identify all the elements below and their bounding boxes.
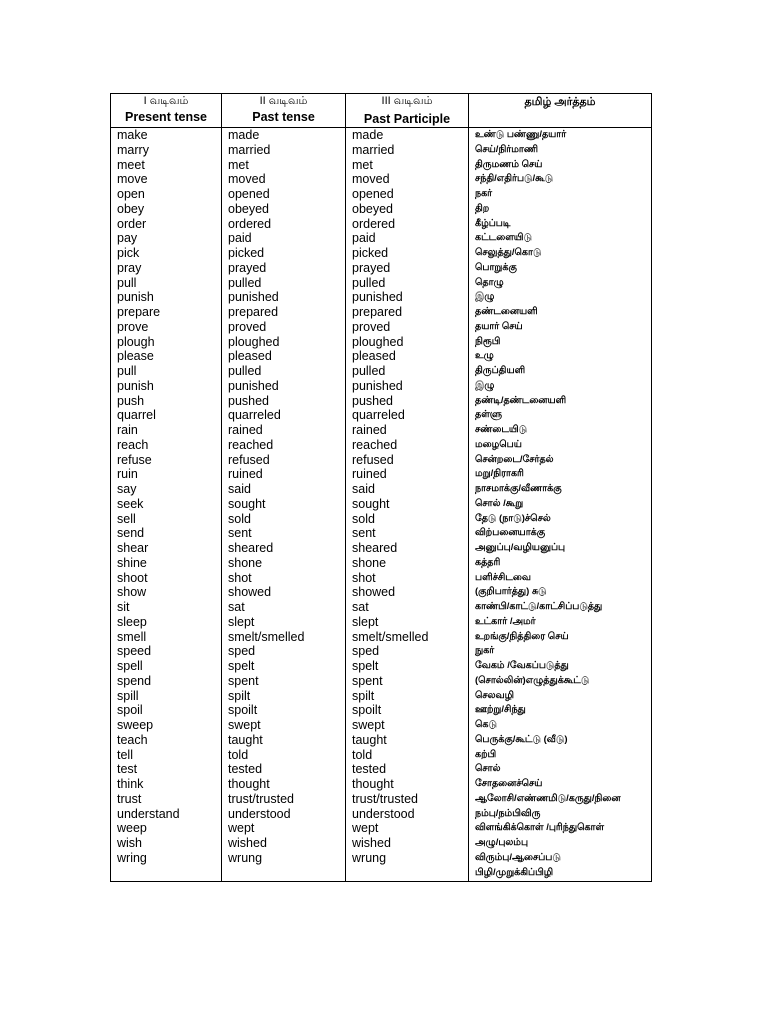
table-cell: showed: [352, 585, 396, 600]
table-cell: punish: [117, 378, 154, 393]
table-cell: punished: [228, 290, 279, 305]
table-cell: tell: [117, 747, 133, 762]
table-cell: show: [117, 585, 147, 600]
table-cell: சொல்: [475, 763, 501, 775]
table-cell: quarreled: [352, 408, 405, 423]
table-cell: spoilt: [352, 703, 382, 718]
table-cell: கத்தரி: [475, 556, 501, 568]
table-cell: refused: [228, 452, 270, 467]
table-cell: quarrel: [117, 408, 156, 423]
table-cell: sat: [228, 600, 245, 614]
header-form-label: III வடிவம்: [381, 95, 433, 107]
table-cell: sped: [352, 644, 380, 659]
table-cell: smelt/smelled: [352, 629, 429, 644]
table-cell: shone: [352, 555, 387, 570]
table-cell: திருப்தியளி: [475, 365, 526, 376]
table-cell: tested: [352, 762, 387, 777]
table-cell: sweep: [117, 718, 154, 732]
table-cell: please: [117, 349, 154, 364]
table-cell: நம்பு/நம்பிவிரு: [475, 807, 541, 819]
table-cell: திற: [475, 202, 490, 214]
table-cell: சண்டையிடு: [475, 424, 528, 435]
table-cell: reached: [352, 437, 398, 452]
table-cell: sought: [228, 496, 266, 511]
table-cell: picked: [228, 246, 265, 260]
table-cell: punished: [352, 378, 403, 393]
table-cell: திருமணம் செய்: [475, 158, 543, 170]
table-cell: understood: [228, 806, 291, 821]
table-cell: shot: [228, 570, 252, 585]
table-cell: tested: [228, 762, 263, 777]
table-cell: obeyed: [228, 201, 270, 216]
table-cell: செலவழி: [475, 689, 514, 701]
table-cell: told: [228, 747, 249, 762]
table-cell: rain: [117, 423, 138, 437]
table-cell: pray: [117, 260, 142, 275]
table-cell: made: [228, 128, 260, 142]
table-cell: marry: [117, 142, 149, 157]
table-cell: ordered: [228, 216, 272, 231]
table-cell: reach: [117, 437, 149, 452]
table-cell: பெருக்கு/கூட்டு (வீடு): [475, 733, 568, 745]
table-cell: spelt: [228, 659, 255, 673]
table-cell: மழைபெய்: [475, 438, 522, 450]
table-cell: sent: [228, 526, 252, 541]
table-cell: விளங்கிக்கொள் /புரிந்துகொள்: [475, 822, 605, 834]
present-tense-list: [117, 128, 217, 866]
past-tense-column: [221, 94, 345, 881]
table-cell: married: [352, 142, 395, 157]
table-cell: proved: [228, 319, 267, 334]
table-cell: prayed: [352, 260, 391, 275]
past-tense-list: [228, 128, 341, 866]
table-cell: ploughed: [352, 334, 404, 349]
table-cell: rained: [228, 423, 263, 437]
table-cell: rained: [352, 423, 387, 437]
table-cell: shoot: [117, 570, 148, 585]
table-cell: punish: [117, 290, 154, 305]
table-cell: prepared: [352, 305, 403, 319]
table-cell: spill: [117, 688, 139, 703]
table-cell: pulled: [228, 275, 262, 290]
table-cell: obeyed: [352, 201, 394, 216]
table-cell: pleased: [352, 349, 396, 364]
table-cell: தேடு (நாடு)ச்செல்: [475, 512, 551, 524]
table-cell: make: [117, 128, 148, 142]
table-cell: ruined: [352, 467, 387, 482]
table-cell: wept: [352, 821, 379, 836]
table-cell: said: [352, 482, 375, 496]
table-cell: தள்ளு: [475, 409, 503, 421]
table-cell: wished: [352, 836, 391, 850]
table-cell: prove: [117, 319, 149, 334]
table-cell: சந்தி/எதிர்படு/கூடு: [475, 173, 554, 185]
table-cell: pull: [117, 275, 137, 290]
table-cell: sent: [352, 526, 376, 541]
table-cell: smell: [117, 629, 147, 644]
table-cell: spend: [117, 673, 152, 688]
table-cell: sought: [352, 496, 390, 511]
table-cell: slept: [228, 614, 255, 629]
table-cell: pushed: [228, 393, 270, 408]
table-cell: prayed: [228, 260, 267, 275]
table-cell: நகர்: [475, 188, 493, 199]
table-cell: thought: [352, 777, 394, 791]
table-cell: shear: [117, 541, 149, 555]
present-tense-column: [111, 94, 221, 881]
table-cell: wish: [117, 836, 143, 850]
table-cell: தயார் செய்: [475, 320, 523, 332]
table-cell: sat: [352, 600, 369, 614]
table-cell: spent: [228, 673, 259, 688]
table-cell: punished: [228, 378, 279, 393]
table-cell: sit: [117, 600, 130, 614]
table-cell: teach: [117, 732, 148, 747]
table-cell: trust/trusted: [352, 791, 418, 806]
table-cell: pulled: [228, 364, 262, 378]
table-cell: உழு: [475, 350, 494, 362]
header-title: Past Participle: [363, 112, 451, 126]
table-cell: இழு: [475, 291, 495, 303]
table-cell: கட்டளையிடு: [475, 232, 532, 244]
table-cell: order: [117, 216, 147, 231]
table-cell: spoil: [117, 703, 143, 718]
table-cell: உட்கார் /அமர்: [475, 615, 536, 627]
table-cell: refused: [352, 452, 394, 467]
table-cell: நுகர்: [475, 645, 495, 657]
tamil-meaning-header: [469, 94, 651, 127]
table-cell: pick: [117, 246, 140, 260]
table-cell: spilt: [228, 688, 251, 703]
table-cell: பளிச்சிடவை: [475, 571, 531, 583]
past-participle-header: [346, 94, 468, 127]
table-cell: taught: [352, 732, 387, 747]
table-cell: வேகம் /வேகப்படுத்து: [475, 660, 569, 671]
table-cell: swept: [228, 718, 261, 732]
past-tense-header: [222, 94, 345, 127]
table-cell: pull: [117, 364, 137, 378]
table-cell: told: [352, 747, 373, 762]
verb-forms-table: [110, 93, 652, 882]
table-cell: weep: [117, 821, 147, 836]
table-cell: met: [352, 157, 373, 172]
table-cell: pushed: [352, 393, 394, 408]
table-cell: செலுத்து/கொடு: [475, 247, 542, 258]
table-cell: understood: [352, 806, 415, 821]
table-cell: send: [117, 526, 145, 541]
tamil-meaning-column: [468, 94, 651, 881]
table-cell: மறு/நிராகரி: [475, 468, 524, 480]
table-cell: இழு: [475, 379, 495, 391]
table-cell: உறங்கு/நித்திரை செய்: [475, 630, 569, 642]
past-participle-list: [352, 128, 464, 866]
table-cell: தொழு: [475, 276, 504, 288]
table-cell: paid: [352, 231, 376, 246]
table-cell: அனுப்பு/வழியனுப்பு: [475, 542, 566, 553]
present-tense-header: [111, 94, 221, 127]
table-cell: spelt: [352, 659, 379, 673]
table-cell: smelt/smelled: [228, 629, 305, 644]
table-cell: sold: [352, 511, 375, 526]
header-title: தமிழ் அர்த்தம்: [524, 96, 596, 108]
table-cell: spilt: [352, 688, 375, 703]
table-cell: ஊற்று/சிந்து: [475, 704, 526, 716]
table-cell: கற்பி: [475, 748, 497, 760]
table-cell: ploughed: [228, 334, 280, 349]
table-cell: plough: [117, 334, 155, 349]
table-cell: செய்/நிர்மாணி: [475, 143, 539, 155]
table-cell: தண்டனையளி: [475, 306, 538, 317]
table-cell: நிரூபி: [475, 335, 501, 347]
table-cell: விரும்பு/ஆசைப்படு: [475, 851, 561, 863]
table-cell: wept: [228, 821, 255, 836]
table-cell: reached: [228, 437, 274, 452]
table-cell: met: [228, 157, 249, 172]
table-cell: move: [117, 172, 148, 187]
header-form-label: I வடிவம்: [143, 95, 189, 107]
table-cell: opened: [352, 187, 394, 201]
table-cell: wished: [228, 836, 267, 850]
table-cell: sleep: [117, 614, 147, 629]
table-cell: prepared: [228, 305, 279, 319]
table-cell: opened: [228, 187, 270, 201]
table-cell: spell: [117, 659, 143, 673]
table-cell: speed: [117, 644, 152, 659]
table-cell: open: [117, 187, 145, 201]
past-participle-column: [345, 94, 468, 881]
table-cell: pulled: [352, 364, 386, 378]
table-cell: showed: [228, 585, 272, 600]
table-cell: say: [117, 482, 137, 496]
table-cell: சென்றடை/சேர்தல்: [475, 453, 554, 465]
table-cell: ruined: [228, 467, 263, 482]
table-cell: married: [228, 142, 271, 157]
table-cell: wrung: [228, 850, 263, 865]
table-cell: விற்பனையாக்கு: [475, 527, 546, 539]
table-cell: picked: [352, 246, 389, 260]
table-cell: swept: [352, 718, 385, 732]
table-cell: obey: [117, 201, 145, 216]
header-title: Past tense: [252, 110, 315, 124]
table-cell: (சொல்லின்)எழுத்துக்கூட்டு: [475, 674, 590, 686]
table-cell: punished: [352, 290, 403, 305]
table-cell: sell: [117, 511, 136, 526]
table-cell: சொல் /கூறு: [475, 497, 524, 509]
table-cell: prepare: [117, 305, 161, 319]
table-cell: thought: [228, 777, 270, 791]
table-cell: shot: [352, 570, 376, 585]
table-cell: made: [352, 128, 384, 142]
table-cell: தண்டி/தண்டனையளி: [475, 394, 567, 406]
table-cell: moved: [352, 172, 390, 187]
table-cell: sheared: [352, 541, 398, 555]
table-cell: பிழி/முறுக்கிப்பிழி: [475, 866, 554, 878]
table-cell: sped: [228, 644, 256, 659]
table-cell: push: [117, 393, 145, 408]
header-title: Present tense: [125, 110, 207, 124]
table-cell: slept: [352, 614, 379, 629]
table-cell: (குறிபார்த்து) சுடு: [475, 586, 547, 598]
table-cell: காண்பி/காட்டு/காட்சிப்படுத்து: [475, 601, 603, 612]
table-cell: சோதனைச்செய்: [475, 778, 543, 789]
table-cell: கெடு: [475, 719, 497, 730]
table-cell: paid: [228, 231, 252, 246]
table-cell: sheared: [228, 541, 274, 555]
tamil-meaning-list: [475, 128, 647, 880]
table-cell: ordered: [352, 216, 396, 231]
table-cell: understand: [117, 806, 180, 821]
table-cell: pulled: [352, 275, 386, 290]
table-cell: trust/trusted: [228, 791, 294, 806]
table-cell: seek: [117, 496, 144, 511]
table-cell: quarreled: [228, 408, 281, 423]
table-cell: pay: [117, 231, 138, 246]
table-cell: trust: [117, 791, 142, 806]
table-cell: பொறுக்கு: [475, 261, 517, 273]
table-cell: sold: [228, 511, 251, 526]
table-cell: shone: [228, 555, 263, 570]
table-cell: pleased: [228, 349, 272, 364]
table-cell: moved: [228, 172, 266, 187]
table-cell: proved: [352, 319, 391, 334]
table-cell: wring: [117, 850, 147, 865]
table-cell: அழு/புலம்பு: [475, 837, 529, 848]
table-cell: think: [117, 777, 144, 791]
header-form-label: II வடிவம்: [259, 95, 308, 107]
table-cell: ruin: [117, 467, 138, 482]
table-cell: கீழ்ப்படி: [475, 217, 511, 229]
table-cell: நாசமாக்கு/வீணாக்கு: [475, 483, 562, 494]
table-cell: wrung: [352, 850, 387, 865]
table-cell: meet: [117, 157, 145, 172]
table-cell: taught: [228, 732, 263, 747]
table-cell: said: [228, 482, 251, 496]
table-cell: உண்டு பண்ணு/தயார்: [475, 129, 567, 140]
table-cell: shine: [117, 555, 147, 570]
table-cell: spoilt: [228, 703, 258, 718]
table-cell: refuse: [117, 452, 152, 467]
table-cell: ஆலோசி/எண்ணமிடு/கருது/நினை: [475, 792, 621, 804]
table-cell: test: [117, 762, 138, 777]
table-cell: spent: [352, 673, 383, 688]
